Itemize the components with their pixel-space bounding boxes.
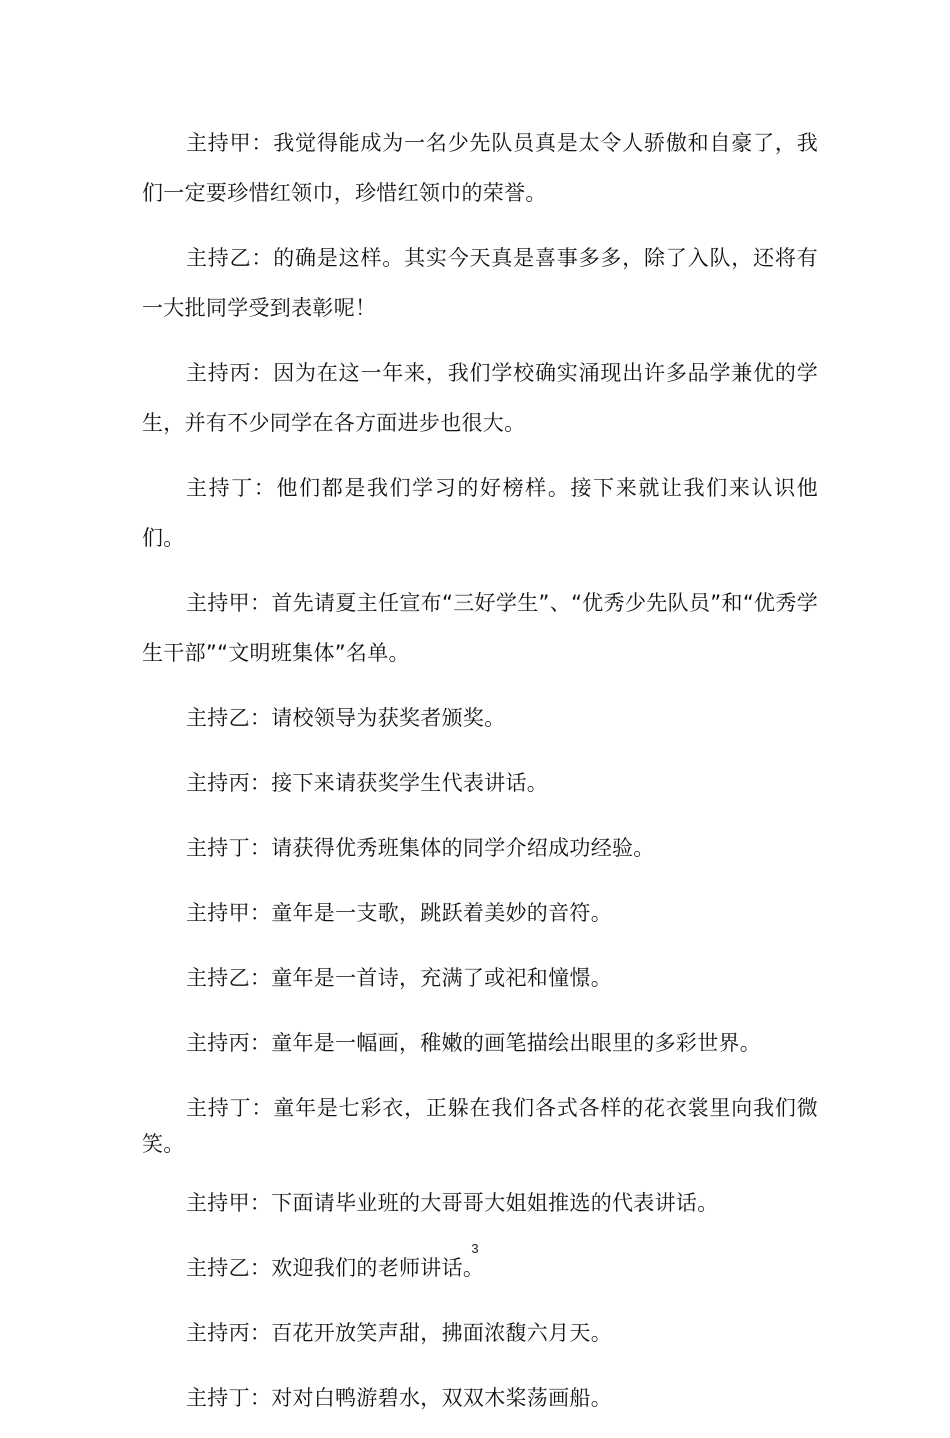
paragraph-11: 主持丙：童年是一幅画，稚嫩的画笔描绘出眼里的多彩世界。 bbox=[186, 1031, 762, 1055]
paragraph-9: 主持甲：童年是一支歌，跳跃着美妙的音符。 bbox=[186, 901, 612, 925]
paragraph-8: 主持丁：请获得优秀班集体的同学介绍成功经验。 bbox=[186, 836, 655, 860]
paragraph-12: 主持丁：童年是七彩衣，正躲在我们各式各样的花衣裳里向我们微笑。 bbox=[142, 1096, 818, 1156]
paragraph-16: 主持丁：对对白鸭游碧水，双双木桨荡画船。 bbox=[186, 1386, 612, 1410]
paragraph-1: 主持甲：我觉得能成为一名少先队员真是太令人骄傲和自豪了，我们一定要珍惜红领巾，珍惜红领巾的荣誉。 bbox=[142, 131, 818, 205]
paragraph-14: 主持乙：欢迎我们的老师讲话。 bbox=[186, 1256, 485, 1280]
paragraph-5: 主持甲：首先请夏主任宣布“三好学生”、“优秀少先队员”和“优秀学生干部”“文明班集体”名单。 bbox=[142, 591, 818, 665]
paragraph-4: 主持丁：他们都是我们学习的好榜样。接下来就让我们来认识他们。 bbox=[142, 476, 818, 550]
paragraph-15: 主持丙：百花开放笑声甜，拂面浓馥六月天。 bbox=[186, 1321, 612, 1345]
paragraph-10: 主持乙：童年是一首诗，充满了或祀和憧憬。 bbox=[186, 966, 612, 990]
paragraph-3: 主持丙：因为在这一年来，我们学校确实涌现出许多品学兼优的学生，并有不少同学在各方面进步也很大。 bbox=[142, 361, 818, 435]
paragraph-13: 主持甲：下面请毕业班的大哥哥大姐姐推选的代表讲话。 bbox=[186, 1191, 719, 1215]
paragraph-6: 主持乙：请校领导为获奖者颁奖。 bbox=[186, 706, 506, 730]
document-body bbox=[142, 118, 818, 1438]
paragraph-2: 主持乙：的确是这样。其实今天真是喜事多多，除了入队，还将有一大批同学受到表彰呢！ bbox=[142, 246, 818, 320]
page-number: 3 bbox=[471, 1241, 479, 1256]
paragraph-7: 主持丙：接下来请获奖学生代表讲话。 bbox=[186, 771, 549, 795]
